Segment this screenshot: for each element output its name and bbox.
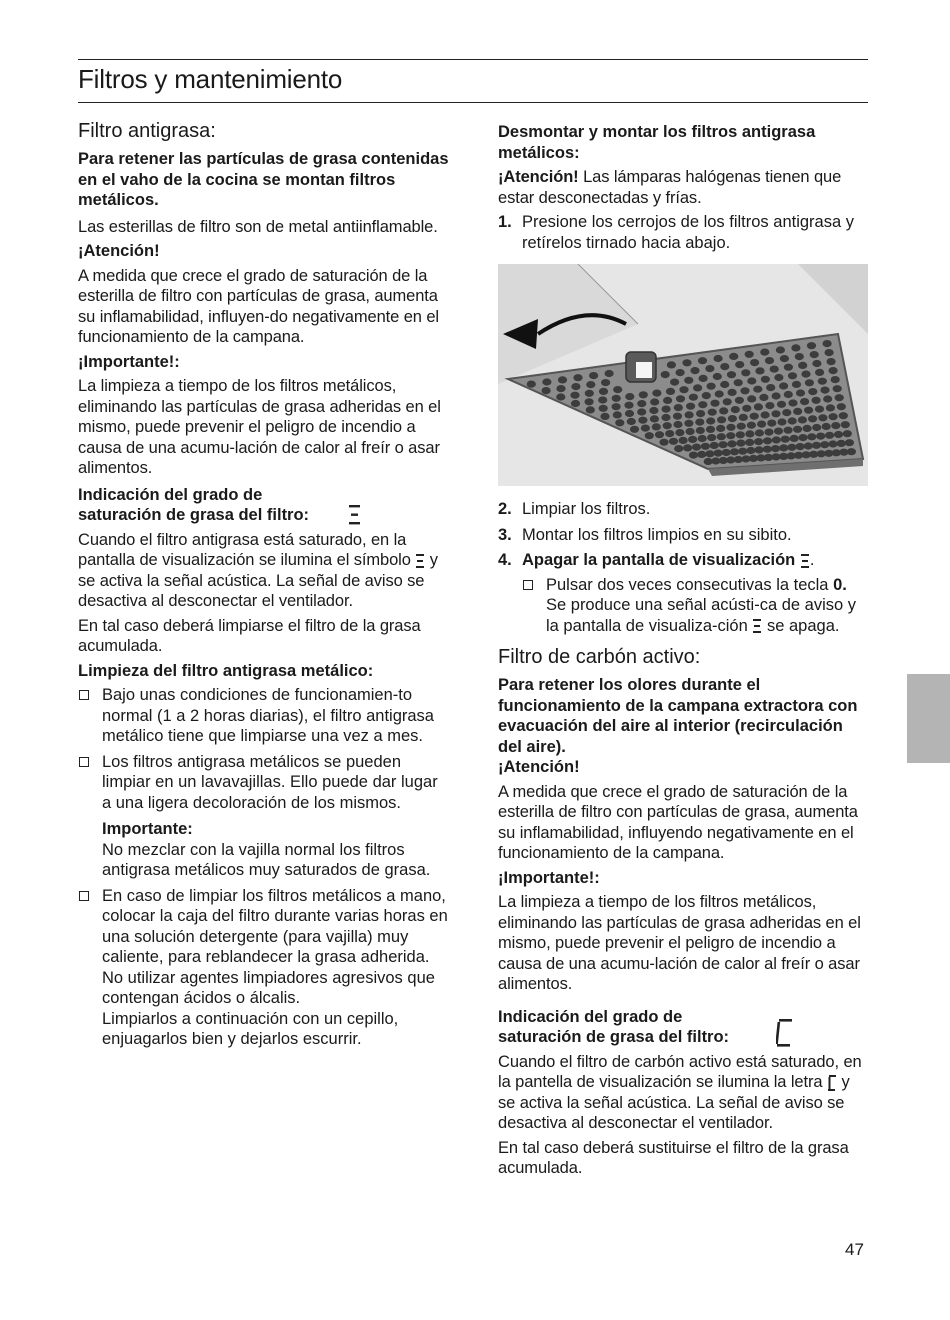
carbon-atencion-label: ¡Atención!	[498, 758, 580, 776]
filter-hole	[699, 375, 708, 382]
filter-hole	[763, 437, 772, 444]
filter-hole	[740, 387, 749, 394]
antigrasa-intro: Las esterillas de filtro son de metal antiinflamable.	[78, 217, 438, 236]
filter-hole	[772, 392, 781, 399]
filter-hole	[698, 435, 707, 442]
filter-hole	[831, 376, 840, 383]
filter-hole	[685, 411, 694, 418]
filter-hole	[790, 435, 799, 442]
filter-hole	[613, 411, 622, 418]
filter-hole	[649, 407, 658, 414]
filter-hole	[600, 413, 609, 420]
filter-hole	[630, 426, 639, 433]
page-number: 47	[845, 1240, 864, 1259]
indicacion-text-2: En tal caso deberá limpiarse el filtro de la grasa acumulada.	[78, 616, 421, 655]
filter-hole	[820, 387, 829, 394]
filter-hole	[767, 420, 776, 427]
filter-hole	[682, 359, 691, 366]
filter-hole	[676, 369, 685, 376]
filter-hole	[746, 447, 755, 454]
filter-hole	[798, 434, 807, 441]
filter-hole	[807, 342, 816, 349]
filter-hole	[707, 434, 716, 441]
filter-hole	[815, 369, 824, 376]
checkbox-bullet-icon	[79, 690, 89, 700]
filter-hole	[613, 386, 622, 393]
filter-hole	[815, 406, 824, 413]
filter-hole	[761, 411, 770, 418]
filter-hole	[714, 450, 723, 457]
filter-hole	[745, 439, 754, 446]
filter-hole	[659, 439, 668, 446]
filter-hole	[818, 378, 827, 385]
filter-hole	[727, 440, 736, 447]
filter-hole	[779, 444, 788, 451]
filter-hole	[827, 358, 836, 365]
filter-hole	[800, 398, 809, 405]
filter-hole	[605, 370, 614, 377]
step-item: 4. Apagar la pantalla de visualización . Pulsar dos veces consecutivas la tecla 0. Se produce una señal acústi-ca de aviso y la pantalla de visualiza-ción se apaga.	[498, 550, 870, 636]
filter-hole	[754, 438, 763, 445]
filter-hole	[686, 403, 695, 410]
grease-saturation-symbol-icon	[348, 504, 362, 526]
filter-hole	[589, 372, 598, 379]
filter-hole	[689, 394, 698, 401]
filter-hole	[763, 446, 772, 453]
filtro-antigrasa-heading: Filtro antigrasa:	[78, 120, 216, 142]
filter-hole	[796, 443, 805, 450]
filter-hole	[719, 407, 728, 414]
section-tab	[907, 674, 950, 763]
importante-label: ¡Importante!:	[78, 352, 180, 371]
filter-hole	[645, 432, 654, 439]
filter-hole	[670, 379, 679, 386]
filter-hole	[705, 450, 714, 457]
filter-hole	[796, 389, 805, 396]
filter-hole	[728, 415, 737, 422]
filter-hole	[745, 351, 754, 358]
checkbox-bullet-icon	[79, 891, 89, 901]
grease-symbol-inline-icon	[800, 553, 810, 569]
indicacion-label: Indicación del grado de saturación de grasa del filtro:	[78, 485, 310, 524]
filter-hole	[742, 405, 751, 412]
filter-hole	[585, 398, 594, 405]
filter-hole	[571, 383, 580, 390]
carbon-symbol-inline-icon	[827, 1074, 837, 1092]
filter-hole	[805, 379, 814, 386]
carbon-atencion-text: A medida que crece el grado de saturación de la esterilla de filtro con partículas de grasa, aumenta su inflamabilidad, influyendo negativamente en el funcionamiento de la campana.	[498, 782, 858, 862]
filter-hole	[701, 443, 710, 450]
filter-hole	[665, 430, 674, 437]
page-title: Filtros y mantenimiento	[78, 64, 343, 94]
filter-hole	[765, 357, 774, 364]
filter-hole	[612, 395, 621, 402]
filter-hole	[625, 410, 634, 417]
filter-hole	[754, 403, 763, 410]
filter-hole	[661, 371, 670, 378]
filter-hole	[675, 429, 684, 436]
grease-symbol-inline-icon	[415, 553, 425, 569]
filter-hole	[807, 433, 816, 440]
filter-hole	[697, 451, 706, 458]
filter-hole	[698, 357, 707, 364]
filter-hole	[747, 422, 756, 429]
limpieza-list	[78, 685, 450, 1050]
filter-hole	[841, 421, 850, 428]
filter-hole	[641, 425, 650, 432]
filter-hole	[716, 425, 725, 432]
filter-hole	[781, 436, 790, 443]
filter-hole	[527, 381, 536, 388]
step4-bullet: Pulsar dos veces consecutivas la tecla 0. Se produce una señal acústi-ca de aviso y la pantalla de visualiza-ción se apaga.	[522, 575, 870, 637]
filter-hole	[798, 416, 807, 423]
filter-hole	[601, 379, 610, 386]
filter-hole	[735, 361, 744, 368]
filter-hole	[834, 431, 843, 438]
filter-hole	[731, 406, 740, 413]
filter-hole	[720, 381, 729, 388]
filter-hole	[714, 355, 723, 362]
carbon-importante-text: La limpieza a tiempo de los filtros metálicos, eliminando las partículas de grasa adheridas en el mismo, puede prevenir el peligro de incendio a causa de una acumu-lación de calor al freír o asar alimentos.	[498, 893, 861, 993]
filter-hole	[784, 364, 793, 371]
filter-hole	[585, 390, 594, 397]
filter-hole	[715, 390, 724, 397]
filter-hole	[558, 376, 567, 383]
filter-hole	[829, 367, 838, 374]
filter-hole	[776, 346, 785, 353]
filter-hole	[801, 371, 810, 378]
filter-hole	[612, 403, 621, 410]
filter-hole	[708, 409, 717, 416]
filter-hole	[693, 384, 702, 391]
filter-hole	[710, 442, 719, 449]
title-underline	[78, 102, 868, 103]
filter-hole	[652, 390, 661, 397]
right-column	[498, 120, 870, 1183]
filter-hole	[573, 374, 582, 381]
filter-hole	[833, 385, 842, 392]
filter-hole	[662, 406, 671, 413]
filter-hole	[736, 440, 745, 447]
filter-hole	[713, 373, 722, 380]
filter-hole	[586, 381, 595, 388]
filter-hole	[788, 417, 797, 424]
filter-hole	[774, 374, 783, 381]
filter-hole	[684, 377, 693, 384]
filter-hole	[735, 397, 744, 404]
filter-hole	[696, 427, 705, 434]
filter-hole	[695, 419, 704, 426]
filter-hole	[598, 396, 607, 403]
filter-hole	[745, 430, 754, 437]
filter-hole	[667, 361, 676, 368]
filter-hole	[706, 426, 715, 433]
filter-hole	[774, 428, 783, 435]
indicacion-heading	[78, 485, 450, 526]
filter-hole	[739, 414, 748, 421]
filter-hole	[818, 414, 827, 421]
filter-hole	[705, 365, 714, 372]
limpieza-label: Limpieza del filtro antigrasa metálico:	[78, 661, 374, 680]
list-item: En caso de limpiar los filtros metálicos a mano, colocar la caja del filtro durante varias horas en una solución detergente (para vajilla) muy caliente, para reblandecer la grasa adherida. No utilizar agentes limpiadores agresivos que contengan ácidos o álcalis. Limpiarlos a continuación con un cepillo, enjuagarlos bien y dejarlos escurrir.	[78, 886, 450, 1050]
filter-hole	[755, 446, 764, 453]
filter-hole	[663, 397, 672, 404]
filter-hole	[661, 414, 670, 421]
filter-hole	[729, 353, 738, 360]
filter-hole	[728, 389, 737, 396]
filter-hole	[793, 426, 802, 433]
desmontar-label: Desmontar y montar los filtros antigrasa metálicos:	[498, 123, 816, 162]
filter-hole	[808, 388, 817, 395]
filter-hole	[688, 436, 697, 443]
filter-hole	[808, 415, 817, 422]
filter-hole	[764, 429, 773, 436]
filter-hole	[730, 448, 739, 455]
filter-hole	[615, 419, 624, 426]
filter-hole	[689, 452, 698, 459]
filter-hole	[674, 404, 683, 411]
filter-hole	[637, 408, 646, 415]
filter-hole	[823, 395, 832, 402]
filter-hole	[770, 366, 779, 373]
filter-hole	[692, 444, 701, 451]
checkbox-bullet-icon	[79, 757, 89, 767]
filter-hole	[792, 381, 801, 388]
carbon-indicacion-label: Indicación del grado de saturación de grasa del filtro:	[498, 1007, 730, 1046]
filter-hole	[812, 424, 821, 431]
filter-hole	[650, 415, 659, 422]
filter-hole	[804, 442, 813, 449]
filter-hole	[780, 355, 789, 362]
filter-hole	[719, 441, 728, 448]
filter-hole	[788, 399, 797, 406]
atencion-label: ¡Atención!	[78, 242, 160, 260]
desmontar-atencion: ¡Atención! Las lámparas halógenas tienen que estar desconectadas y frías.	[498, 168, 842, 207]
filter-hole	[690, 367, 699, 374]
filter-hole	[779, 382, 788, 389]
antigrasa-lead: Para retener las partículas de grasa contenidas en el vaho de la cocina se montan filtros metálicos.	[78, 150, 449, 209]
filter-hole	[706, 417, 715, 424]
filter-hole	[759, 394, 768, 401]
filter-hole	[747, 395, 756, 402]
bullet3-p3: Limpiarlos a continuación con un cepillo, enjuagarlos bien y dejarlos escurrir.	[102, 1009, 399, 1048]
filter-hole	[737, 423, 746, 430]
filter-hole	[845, 439, 854, 446]
filter-hole	[771, 410, 780, 417]
filter-hole	[777, 401, 786, 408]
filter-hole	[734, 379, 743, 386]
filter-removal-illustration	[498, 264, 868, 486]
filter-hole	[702, 392, 711, 399]
filter-hole	[679, 386, 688, 393]
filter-hole	[772, 436, 781, 443]
filter-hole	[679, 437, 688, 444]
filter-hole	[717, 433, 726, 440]
filter-hole	[542, 378, 551, 385]
filter-hole	[717, 416, 726, 423]
step-item: 3. Montar los filtros limpios en su sibito.	[498, 525, 792, 544]
importante-2-text: No mezclar con la vajilla normal los filtros antigrasa metálicos muy saturados de grasa.	[102, 840, 431, 879]
filter-hole	[777, 418, 786, 425]
filter-hole	[839, 412, 848, 419]
step-item: 2. Limpiar los filtros.	[498, 500, 651, 518]
filter-hole	[727, 371, 736, 378]
filter-hole	[726, 432, 735, 439]
filter-hole	[625, 393, 634, 400]
filter-hole	[723, 398, 732, 405]
atencion-text: A medida que crece el grado de saturación de la esterilla de filtro con partículas de grasa, aumenta su inflamabilidad, influyen-do negativamente en el funcionamiento de la campana.	[78, 266, 439, 346]
filter-hole	[847, 448, 856, 455]
filter-hole	[542, 387, 551, 394]
filter-hole	[784, 427, 793, 434]
filter-hole	[666, 388, 675, 395]
list-item: Bajo unas condiciones de funcionamien-to normal (1 a 2 horas diarias), el filtro antigrasa metálico tiene que limpiarse una vez a mes.	[78, 685, 450, 747]
filter-hole	[586, 406, 595, 413]
filter-hole	[831, 422, 840, 429]
filter-hole	[652, 423, 661, 430]
step-item: 1. Presione los cerrojos de los filtros antigrasa y retírelos tirnado hacia abajo.	[498, 213, 854, 252]
filter-hole	[788, 372, 797, 379]
bullet3-p2: No utilizar agentes limpiadores agresivos que contengan ácidos o álcalis.	[102, 968, 435, 1007]
filter-hole	[673, 413, 682, 420]
filter-hole	[570, 392, 579, 399]
filter-hole	[722, 449, 731, 456]
filter-hole	[782, 409, 791, 416]
filter-hole	[571, 400, 580, 407]
carbon-indicacion-text-2: En tal caso deberá sustituirse el filtro de la grasa acumulada.	[498, 1138, 849, 1177]
carbon-lead: Para retener los olores durante el funcionamiento de la campana extractora con evacuación del aire al interior (recirculación del aire).	[498, 676, 858, 756]
carbon-indicacion-text: Cuando el filtro de carbón activo está saturado, en la pantella de visualización se ilumina la letra y se activa la señal acústica. La señal de aviso se desactiva al desconectar el ventilador.	[498, 1052, 862, 1132]
filter-hole	[599, 405, 608, 412]
filter-hole	[655, 431, 664, 438]
filter-hole	[837, 440, 846, 447]
filter-hole	[627, 418, 636, 425]
filter-hole	[812, 397, 821, 404]
filter-hole	[650, 398, 659, 405]
checkbox-bullet-icon	[523, 580, 533, 590]
filter-hole	[804, 407, 813, 414]
filter-hole	[761, 376, 770, 383]
filter-hole	[624, 402, 633, 409]
importante-2-label: Importante:	[102, 820, 193, 838]
top-rule	[78, 59, 868, 60]
filter-hole	[663, 422, 672, 429]
filter-hole	[835, 394, 844, 401]
left-column	[78, 120, 450, 1055]
filter-hole	[810, 351, 819, 358]
filter-hole	[669, 438, 678, 445]
filter-hole	[639, 391, 648, 398]
filter-hole	[823, 340, 832, 347]
filter-hole	[820, 441, 829, 448]
importante-text: La limpieza a tiempo de los filtros metálicos, eliminando las partículas de grasa adheridas en el mismo, puede prevenir el peligro de incendio a causa de una acumu-lación de calor al freír o asar alimentos.	[78, 377, 441, 477]
filter-hole	[816, 433, 825, 440]
filter-hole	[673, 421, 682, 428]
filter-hole	[812, 360, 821, 367]
filter-hole	[637, 400, 646, 407]
filter-hole	[638, 417, 647, 424]
filter-hole	[741, 369, 750, 376]
filter-hole	[822, 423, 831, 430]
filter-hole	[696, 410, 705, 417]
filter-hole	[676, 395, 685, 402]
filter-hole	[803, 425, 812, 432]
filter-hole	[750, 359, 759, 366]
filter-hole	[674, 445, 683, 452]
steps-list-b	[498, 499, 870, 636]
list-item: Los filtros antigrasa metálicos se pueden limpiar en un lavavajillas. Ello puede dar lugar a una ligera decoloración de los mismos. Importante: No mezclar con la vajilla normal los filtros antigrasa metálicos muy saturados de grasa.	[78, 752, 450, 881]
filter-hole	[771, 445, 780, 452]
filter-hole	[765, 402, 774, 409]
filter-hole	[750, 413, 759, 420]
filter-hole	[684, 420, 693, 427]
filter-hole	[755, 367, 764, 374]
filter-hole	[755, 429, 764, 436]
filter-hole	[825, 432, 834, 439]
filter-hole	[707, 383, 716, 390]
filter-hole	[825, 349, 834, 356]
filter-hole	[757, 421, 766, 428]
filter-hole	[753, 386, 762, 393]
filter-hole	[826, 404, 835, 411]
filter-hole	[793, 408, 802, 415]
steps-list-a	[498, 212, 870, 253]
filter-hole	[747, 377, 756, 384]
indicacion-text: Cuando el filtro antigrasa está saturado, en la pantalla de visualización se ilumina el símbolo y se activa la señal acústica. La señal de aviso se desactiva al desconectar el ventilador.	[78, 530, 438, 610]
filter-hole	[710, 400, 719, 407]
filter-hole	[766, 384, 775, 391]
grease-symbol-inline-icon	[752, 618, 762, 634]
filter-hole	[828, 440, 837, 447]
filter-hole	[686, 428, 695, 435]
filter-hole	[556, 385, 565, 392]
filter-hole	[787, 444, 796, 451]
filter-hole	[698, 401, 707, 408]
filter-hole	[760, 349, 769, 356]
filter-hole	[795, 353, 804, 360]
filter-hole	[599, 388, 608, 395]
filter-hole	[784, 391, 793, 398]
filter-hole	[829, 413, 838, 420]
filter-hole	[736, 431, 745, 438]
filter-hole	[812, 442, 821, 449]
carbon-importante-label: ¡Importante!:	[498, 868, 600, 887]
filter-hole	[791, 344, 800, 351]
carbon-heading: Filtro de carbón activo:	[498, 646, 701, 668]
carbon-saturation-symbol-icon	[776, 1018, 794, 1048]
filter-hole	[837, 403, 846, 410]
filter-hole	[726, 424, 735, 431]
carbon-indicacion-heading	[498, 1007, 870, 1048]
filter-hole	[738, 448, 747, 455]
filter-hole	[683, 444, 692, 451]
filter-hole	[843, 430, 852, 437]
filter-hole	[556, 393, 565, 400]
filter-hole	[720, 363, 729, 370]
filter-hole	[798, 362, 807, 369]
